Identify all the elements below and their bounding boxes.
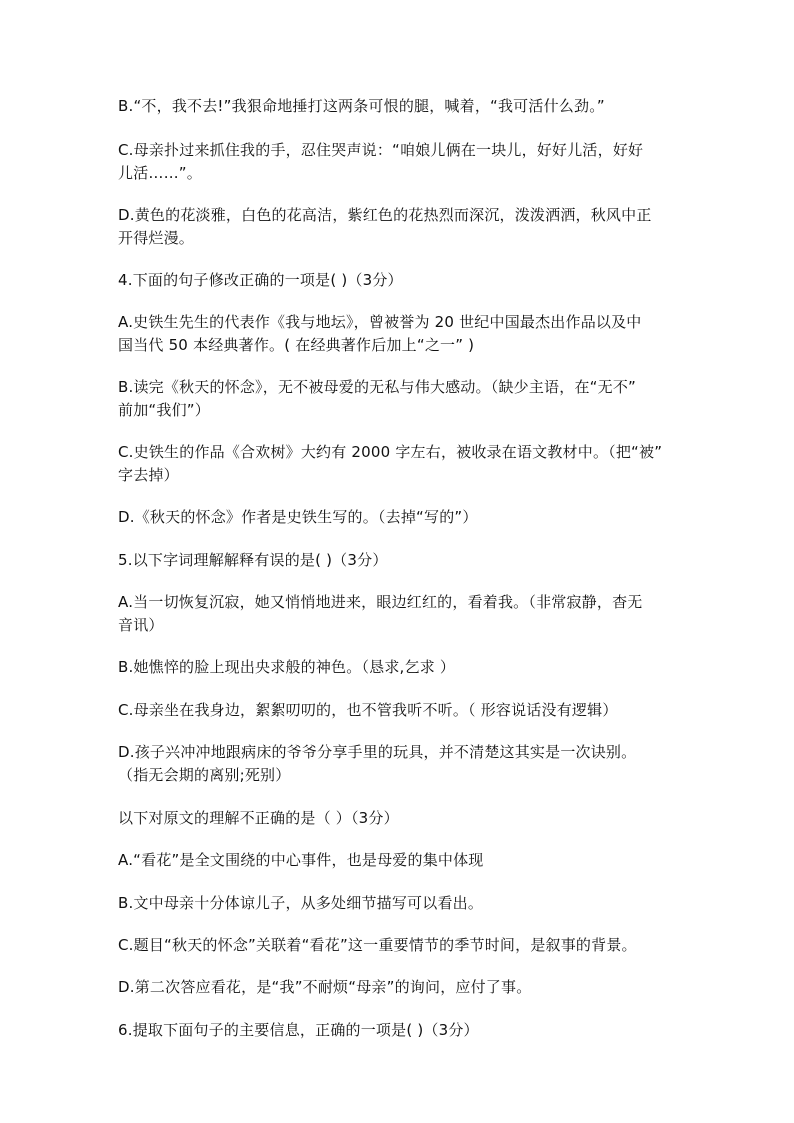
q4-option-b-cont: 前加“我们”） [118,401,210,419]
option-d-text: D.黄色的花淡雅，白色的花高洁，紫红色的花热烈而深沉，泼泼洒洒，秋风中正 [118,206,652,224]
question-4-title: 4.下面的句子修改正确的一项是( )（3分） [118,271,403,289]
q5-option-c: C.母亲坐在我身边，絮絮叨叨的，也不管我听不听。（ 形容说话没有逻辑） [118,701,618,719]
q4-option-c-cont: 字去掉） [118,466,179,484]
option-d-text-cont: 开得烂漫。 [118,229,195,247]
qu-option-d: D.第二次答应看花，是“我”不耐烦“母亲”的询问，应付了事。 [118,978,532,996]
option-c-text-cont: 儿活……”。 [118,164,202,182]
qu-option-c: C.题目“秋天的怀念”关联着“看花”这一重要情节的季节时间，是叙事的背景。 [118,936,637,954]
q5-option-a: A.当一切恢复沉寂，她又悄悄地进来，眼边红红的，看着我。（非常寂静，杳无 [118,593,643,611]
q4-option-a: A.史铁生先生的代表作《我与地坛》，曾被誉为 20 世纪中国最杰出作品以及中 [118,313,642,331]
option-b-text: B.“不，我不去!”我狠命地捶打这两条可恨的腿，喊着，“我可活什么劲。” [118,97,605,115]
question-6-title: 6.提取下面句子的主要信息，正确的一项是( )（3分） [118,1021,479,1039]
q5-option-b: B.她憔悴的脸上现出央求般的神色。（恳求,乞求 ） [118,658,456,676]
question-understanding-title: 以下对原文的理解不正确的是（ ）（3分） [118,809,399,827]
q5-option-d: D.孩子兴冲冲地跟病床的爷爷分享手里的玩具，并不清楚这其实是一次诀别。 [118,743,637,761]
option-c-text: C.母亲扑过来抓住我的手，忍住哭声说：“咱娘儿俩在一块儿，好好儿活，好好 [118,141,644,159]
question-5-title: 5.以下字词理解解释有误的是( )（3分） [118,551,388,569]
qu-option-b: B.文中母亲十分体谅儿子，从多处细节描写可以看出。 [118,894,484,912]
q4-option-d: D.《秋天的怀念》作者是史铁生写的。（去掉“写的”） [118,508,478,526]
q5-option-a-cont: 音讯） [118,616,164,634]
q4-option-c: C.史铁生的作品《合欢树》大约有 2000 字左右，被收录在语文教材中。（把“被” [118,443,663,461]
q4-option-b: B.读完《秋天的怀念》，无不被母爱的无私与伟大感动。（缺少主语，在“无不” [118,378,637,396]
q5-option-d-cont: （指无会期的离别;死别） [118,766,291,784]
q4-option-a-cont: 国当代 50 本经典著作。( 在经典著作后加上“之一” ) [118,336,475,354]
qu-option-a: A.“看花”是全文围绕的中心事件，也是母爱的集中体现 [118,851,484,869]
